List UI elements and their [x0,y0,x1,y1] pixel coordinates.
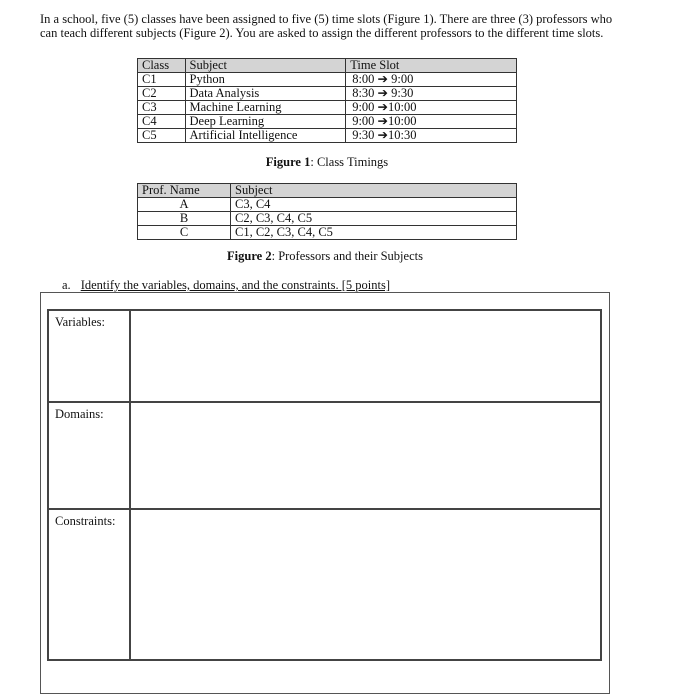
time-slot-cell: 9:00 ➔10:00 [346,115,517,129]
header-prof-name: Prof. Name [138,184,231,198]
professors-table [137,183,517,240]
table-row [138,115,517,129]
header-class: Class [138,59,186,73]
class-cell: C1 [138,73,186,87]
table-row [138,73,517,87]
figure-2-caption-text: : Professors and their Subjects [271,249,423,263]
question-a [62,278,390,292]
question-label: a. [62,278,71,292]
domains-answer-field[interactable] [130,402,601,509]
class-cell: C3 [138,101,186,115]
class-timings-table [137,58,517,143]
prof-subjects-cell: C2, C3, C4, C5 [231,212,517,226]
subject-cell: Artificial Intelligence [185,129,346,143]
variables-label: Variables: [48,310,130,402]
constraints-answer-field[interactable] [130,509,601,660]
variables-answer-field[interactable] [130,310,601,402]
figure-2-caption-label: Figure 2 [227,249,272,263]
figure-1-caption-text: : Class Timings [310,155,389,169]
header-time-slot: Time Slot [346,59,517,73]
prof-name-cell: A [138,198,231,212]
time-slot-cell: 9:30 ➔10:30 [346,129,517,143]
subject-cell: Deep Learning [185,115,346,129]
time-slot-cell: 8:00 ➔ 9:00 [346,73,517,87]
figure-1-caption [137,155,517,169]
table-header-row [138,59,517,73]
header-subject: Subject [231,184,517,198]
constraints-label: Constraints: [48,509,130,660]
table-row [138,101,517,115]
class-cell: C5 [138,129,186,143]
table-row [138,198,517,212]
domains-label: Domains: [48,402,130,509]
time-slot-cell: 8:30 ➔ 9:30 [346,87,517,101]
subject-cell: Machine Learning [185,101,346,115]
intro-paragraph: In a school, five (5) classes have been assigned to five (5) time slots (Figure 1). There are three (3) professors who can teach different subjects (Figure 2). You are asked to assign the different professors to the different time slots. [40,12,613,40]
subject-cell: Data Analysis [185,87,346,101]
answer-table [47,309,602,661]
table-row [138,212,517,226]
prof-subjects-cell: C1, C2, C3, C4, C5 [231,226,517,240]
figure-2-caption [200,249,450,263]
prof-name-cell: B [138,212,231,226]
header-subject: Subject [185,59,346,73]
table-header-row [138,184,517,198]
prof-name-cell: C [138,226,231,240]
figure-1-caption-label: Figure 1 [265,155,311,169]
table-row [138,226,517,240]
class-cell: C2 [138,87,186,101]
prof-subjects-cell: C3, C4 [231,198,517,212]
table-row [138,129,517,143]
time-slot-cell: 9:00 ➔10:00 [346,101,517,115]
question-text: Identify the variables, domains, and the constraints. [5 points] [80,278,390,292]
table-row [138,87,517,101]
class-cell: C4 [138,115,186,129]
subject-cell: Python [185,73,346,87]
